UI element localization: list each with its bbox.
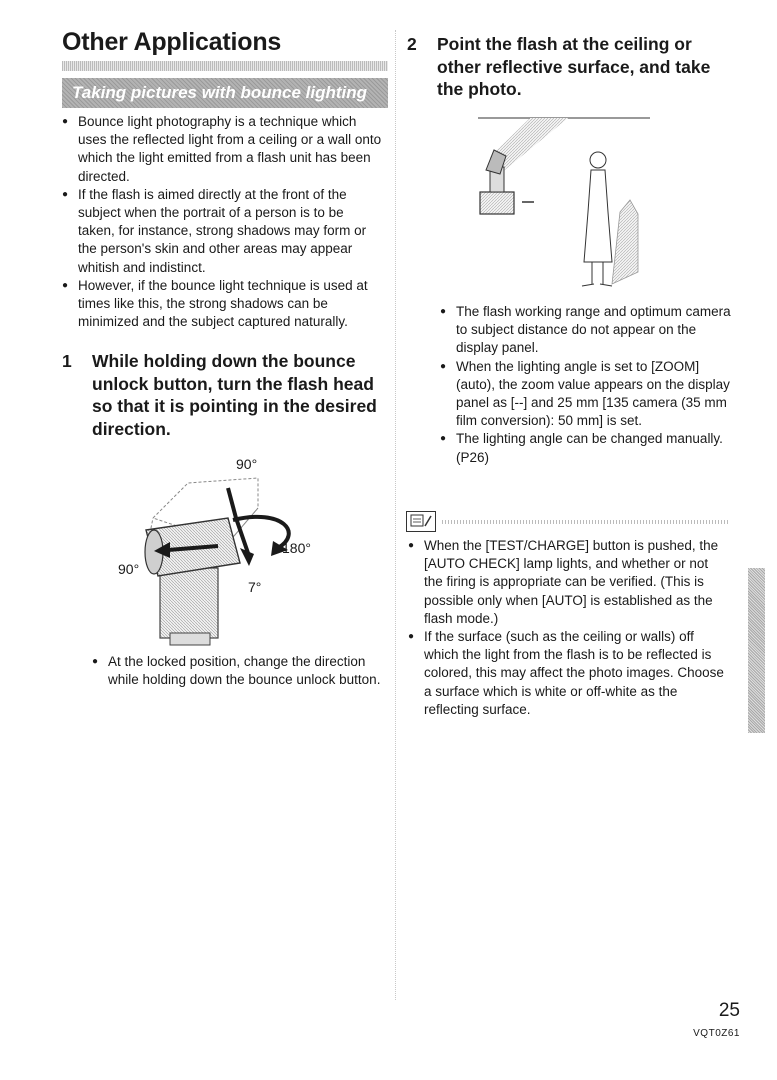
column-divider [395, 30, 396, 1000]
list-item: ● When the lighting angle is set to [ZOOM] (auto), the zoom value appears on the display panel as [--] and 25 mm [135 camera (35 mm film conversion): 50 mm] is set. [440, 358, 740, 431]
memo-icon [406, 511, 436, 532]
flash-rotation-figure [108, 448, 358, 653]
bounce-scene-illustration [470, 112, 670, 292]
title-rule [62, 61, 388, 71]
angle-label-left: 90° [118, 561, 140, 577]
page-title: Other Applications [62, 28, 282, 56]
list-item: ● The lighting angle can be changed manually. (P26) [440, 430, 740, 466]
step-text: While holding down the bounce unlock button, turn the flash head so that it is pointing in the desired direction. [92, 351, 377, 439]
list-item: ● When the [TEST/CHARGE] button is pushed, the [AUTO CHECK] lamp lights, and whether or not the firing is appropriate can be verified. (This is possible only when [AUTO] is established as the flash mode.) [408, 537, 726, 628]
section-banner: Taking pictures with bounce lighting [62, 78, 388, 108]
intro-bullet-list [62, 113, 384, 331]
list-item: ● At the locked position, change the direction while holding down the bounce unlock button. [92, 653, 382, 689]
step-1-heading [62, 350, 382, 440]
angle-label-up: 90° [236, 456, 258, 472]
list-item: ● If the surface (such as the ceiling or walls) off which the light from the flash is to be reflected is colored, this may affect the photo images. Choose a surface which is white or off-white as the reflecting surface. [408, 628, 726, 719]
memo-notes [408, 537, 726, 719]
step-number: 1 [62, 351, 72, 371]
memo-divider [442, 520, 730, 524]
bounce-lighting-figure [470, 112, 670, 292]
step-number: 2 [407, 34, 417, 54]
page-number: 25 [718, 1000, 740, 1021]
side-thumb-tab [748, 568, 765, 733]
list-item: ● Bounce light photography is a technique which uses the reflected light from a ceiling or a wall onto which the light emitted from a flash unit has been directed. [62, 113, 384, 186]
model-code: VQT0Z61 [693, 1028, 740, 1039]
step-2-heading [407, 33, 737, 101]
flash-unit-illustration [108, 448, 358, 653]
angle-label-right: 180° [282, 540, 311, 556]
step-2-notes [440, 303, 740, 467]
angle-label-down: 7° [248, 579, 262, 595]
step-text: Point the flash at the ceiling or other reflective surface, and take the photo. [437, 34, 711, 99]
list-item: ● However, if the bounce light technique is used at times like this, the strong shadows can be minimized and the subject captured naturally. [62, 277, 384, 332]
list-item: ● The flash working range and optimum camera to subject distance do not appear on the display panel. [440, 303, 740, 358]
list-item: ● If the flash is aimed directly at the front of the subject when the portrait of a person is to be taken, for instance, strong shadows may form or the person's skin and other areas may appear whitish and indistinct. [62, 186, 384, 277]
step-1-notes [92, 653, 382, 689]
